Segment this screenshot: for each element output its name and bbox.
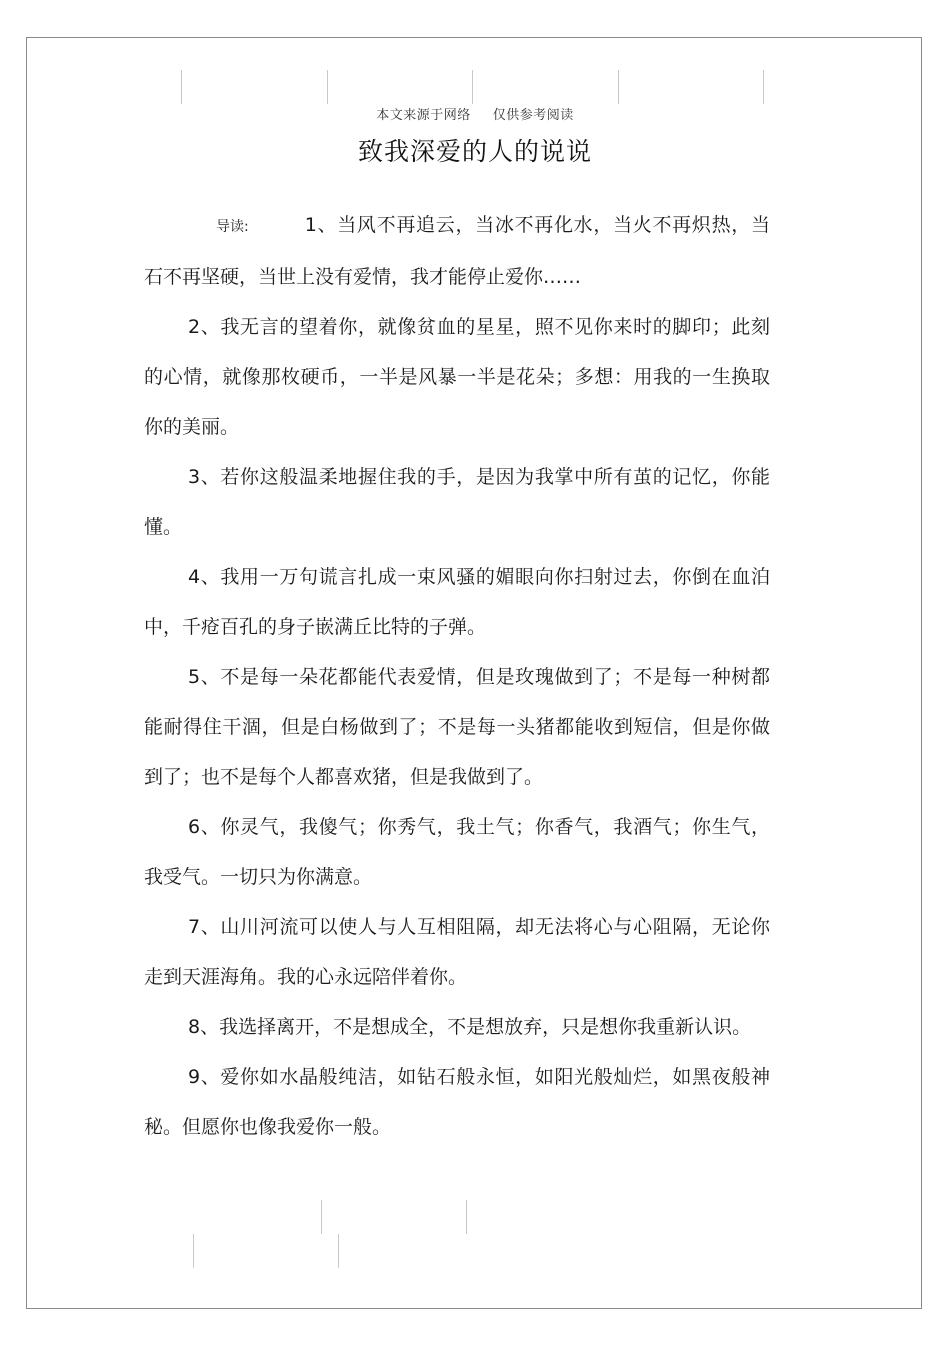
intro-label: 导读: xyxy=(216,219,249,235)
paragraph-1-text: 1、当风不再追云，当冰不再化水，当火不再炽热，当石不再坚硬，当世上没有爱情，我才能停止爱你…… xyxy=(144,214,770,288)
paragraph-3: 3、若你这般温柔地握住我的手，是因为我掌中所有茧的记忆，你能懂。 xyxy=(144,466,770,538)
reading-note: 仅供参考阅读 xyxy=(492,108,574,123)
paragraph-7: 7、山川河流可以使人与人互相阻隔，却无法将心与心阻隔，无论你走到天涯海角。我的心永远陪伴着你。 xyxy=(144,916,770,988)
bottom-tick-2 xyxy=(466,1200,467,1234)
bottom-tick-3 xyxy=(193,1234,194,1268)
page-title: 致我深爱的人的说说 xyxy=(357,137,592,166)
bottom-tick-4 xyxy=(338,1234,339,1268)
paragraph-4: 4、我用一万句谎言扎成一束风骚的媚眼向你扫射过去，你倒在血泊中，千疮百孔的身子嵌满丘比特的子弹。 xyxy=(144,566,770,638)
paragraph-2: 2、我无言的望着你，就像贫血的星星，照不见你来时的脚印；此刻的心情，就像那枚硬币，一半是风暴一半是花朵；多想：用我的一生换取你的美丽。 xyxy=(144,316,770,438)
top-tick-3 xyxy=(472,70,473,104)
top-tick-2 xyxy=(327,70,328,104)
paragraph-8: 8、我选择离开，不是想成全，不是想放弃，只是想你我重新认识。 xyxy=(188,1016,752,1038)
header-note xyxy=(0,104,950,123)
source-note: 本文来源于网络 xyxy=(376,108,471,123)
paragraph-5: 5、不是每一朵花都能代表爱情，但是玫瑰做到了；不是每一种树都能耐得住干涸，但是白杨做到了；不是每一头猪都能收到短信，但是你做到了；也不是每个人都喜欢猪，但是我做到了。 xyxy=(144,666,770,788)
top-tick-4 xyxy=(618,70,619,104)
top-tick-5 xyxy=(763,70,764,104)
top-tick-1 xyxy=(181,70,182,104)
bottom-tick-1 xyxy=(321,1200,322,1234)
paragraph-6: 6、你灵气，我傻气；你秀气，我土气；你香气，我酒气；你生气，我受气。一切只为你满意。 xyxy=(144,816,770,888)
paragraph-9: 9、爱你如水晶般纯洁，如钻石般永恒，如阳光般灿烂，如黑夜般神秘。但愿你也像我爱你一般。 xyxy=(144,1066,770,1138)
paragraph-1 xyxy=(144,200,770,302)
article-body xyxy=(144,200,770,1152)
